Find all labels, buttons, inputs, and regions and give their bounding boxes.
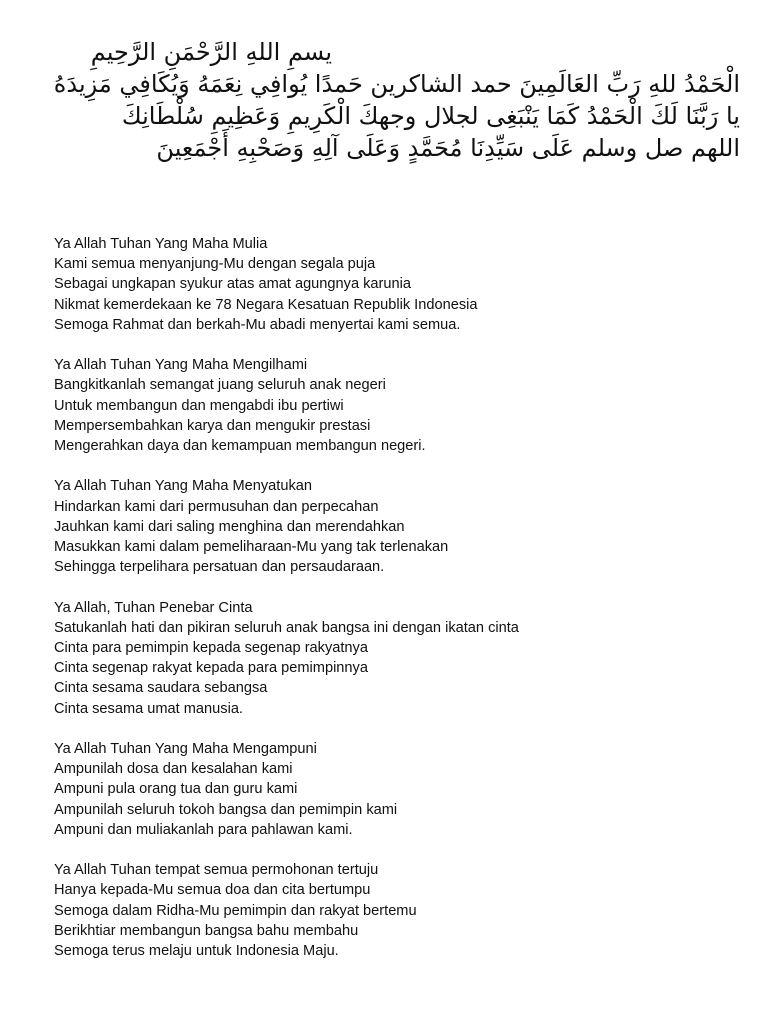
verse-line: Mempersembahkan karya dan mengukir prestasi [54,417,371,434]
verse-line: Sebagai ungkapan syukur atas amat agungnya karunia [54,276,411,293]
verse-line: Jauhkan kami dari saling menghina dan merendahkan [54,518,405,535]
verse-line: Bangkitkanlah semangat juang seluruh anak negeri [54,377,386,394]
verse-line: Semoga Rahmat dan berkah-Mu abadi menyertai kami semua. [54,316,461,333]
stanza [54,476,744,577]
stanza-heading: Ya Allah Tuhan tempat semua permohonan tertuju [54,862,379,879]
verse-line: Masukkan kami dalam pemeliharaan-Mu yang tak terlenakan [54,539,449,556]
verse-line: Semoga dalam Ridha-Mu pemimpin dan rakyat bertemu [54,902,417,919]
verse-line: Mengerahkan daya dan kemampuan membangun negeri. [54,438,426,455]
verse-line: Ampuni pula orang tua dan guru kami [54,781,298,798]
hamdalah-line: الْحَمْدُ للهِ رَبِّ العَالَمِينَ حمد الشاكرين حَمدًا يُوافِي نِعَمَهُ وَيُكَافِي مَزِيدَهُ [53,70,740,98]
arabic-opening [50,36,740,164]
verse-line: Ampuni dan muliakanlah para pahlawan kami. [54,821,353,838]
stanza-heading: Ya Allah Tuhan Yang Maha Mengilhami [54,357,308,374]
verse-line: Ampunilah dosa dan kesalahan kami [54,761,293,778]
verse-line: Kami semua menyanjung-Mu dengan segala puja [54,256,376,273]
stanza [54,739,744,840]
stanza-heading: Ya Allah Tuhan Yang Maha Menyatukan [54,478,313,495]
verse-line: Hanya kepada-Mu semua doa dan cita bertumpu [54,882,371,899]
verse-line: Hindarkan kami dari permusuhan dan perpecahan [54,498,379,515]
verse-line: Berikhtiar membangun bangsa bahu membahu [54,922,359,939]
verse-line: Cinta sesama umat manusia. [54,700,243,717]
basmala-line: يسمِ اللهِ الرَّحْمَنِ الرَّحِيمِ [90,38,332,66]
stanza [54,598,744,719]
stanza [54,234,744,335]
verse-line: Semoga terus melaju untuk Indonesia Maju. [54,943,339,960]
verse-line: Untuk membangun dan mengabdi ibu pertiwi [54,397,344,414]
prayer-body [54,234,744,981]
stanza-heading: Ya Allah Tuhan Yang Maha Mulia [54,236,268,252]
verse-line: Cinta para pemimpin kepada segenap rakyatnya [54,640,368,657]
stanza-heading: Ya Allah Tuhan Yang Maha Mengampuni [54,741,317,758]
verse-line: Cinta segenap rakyat kepada para pemimpinnya [54,660,368,677]
verse-line: Ampunilah seluruh tokoh bangsa dan pemimpin kami [54,801,398,818]
stanza [54,860,744,961]
verse-line: Satukanlah hati dan pikiran seluruh anak bangsa ini dengan ikatan cinta [54,619,519,636]
stanza [54,355,744,456]
praise-line: يا رَبَّنَا لَكَ الْحَمْدُ كَمَا يَنْبَغِى لجلال وجهكَ الْكَرِيمِ وَعَظِيمِ سُلْطَانِكَ [121,102,740,130]
stanza-heading: Ya Allah, Tuhan Penebar Cinta [54,599,253,616]
shalawat-line: اللهم صل وسلم عَلَى سَيِّدِنَا مُحَمَّدٍ وَعَلَى آلِهِ وَصَحْبِهِ أَجْمَعِينَ [156,134,740,162]
verse-line: Sehingga terpelihara persatuan dan persaudaraan. [54,559,385,576]
verse-line: Nikmat kemerdekaan ke 78 Negara Kesatuan Republik Indonesia [54,296,478,313]
verse-line: Cinta sesama saudara sebangsa [54,680,268,697]
